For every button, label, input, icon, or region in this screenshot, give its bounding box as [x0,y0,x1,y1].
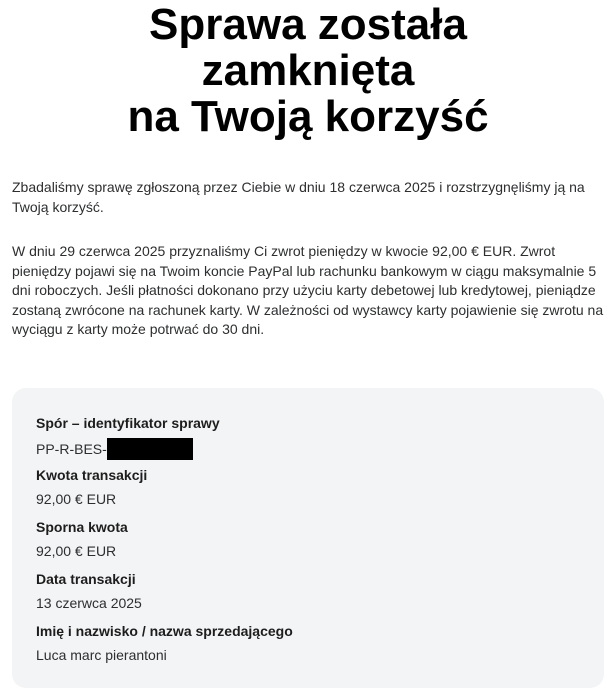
disputed-amount-label: Sporna kwota [36,519,128,535]
headline-line-2: zamknięta [201,46,415,95]
intro-paragraph: Zbadaliśmy sprawę zgłoszoną przez Ciebie w dniu 18 czerwca 2025 i rozstrzygnęliśmy ją na Twoją korzyść. [12,179,585,215]
case-id-field [36,414,220,460]
seller-name-label: Imię i nazwisko / nazwa sprzedającego [36,623,293,639]
case-id-label: Spór – identyfikator sprawy [36,415,220,431]
seller-name-field [36,622,293,664]
transaction-amount-field [36,466,147,508]
case-id-value [36,438,220,460]
case-id-prefix: PP-R-BES- [36,441,107,457]
refund-paragraph: W dniu 29 czerwca 2025 przyznaliśmy Ci zwrot pieniędzy w kwocie 92,00 € EUR. Zwrot pieniędzy pojawi się na Twoim koncie PayPal lub rachunku bankowym w ciągu maksymalnie 5 dni roboczych. Jeśli płatności dokonano przy użyciu karty debetowej lub kredytowej, pieniądze zostaną zwrócone na rachunek karty. W zależności od wystawcy karty pojawienie się zwrotu na wyciągu z karty może potrwać do 30 dni. [12,243,604,337]
transaction-date-value: 13 czerwca 2025 [36,595,142,611]
transaction-amount-label: Kwota transakcji [36,467,148,483]
page-title [0,2,616,140]
disputed-amount-value: 92,00 € EUR [36,543,117,559]
transaction-date-field [36,570,142,612]
transaction-date-label: Data transakcji [36,571,136,587]
headline-line-1: Sprawa została [149,0,467,49]
seller-name-value: Luca marc pierantoni [36,647,167,663]
case-details-card [12,388,604,688]
transaction-amount-value: 92,00 € EUR [36,491,117,507]
headline-line-3: na Twoją korzyść [127,92,489,141]
redaction-bar [107,438,193,460]
disputed-amount-field [36,518,128,560]
